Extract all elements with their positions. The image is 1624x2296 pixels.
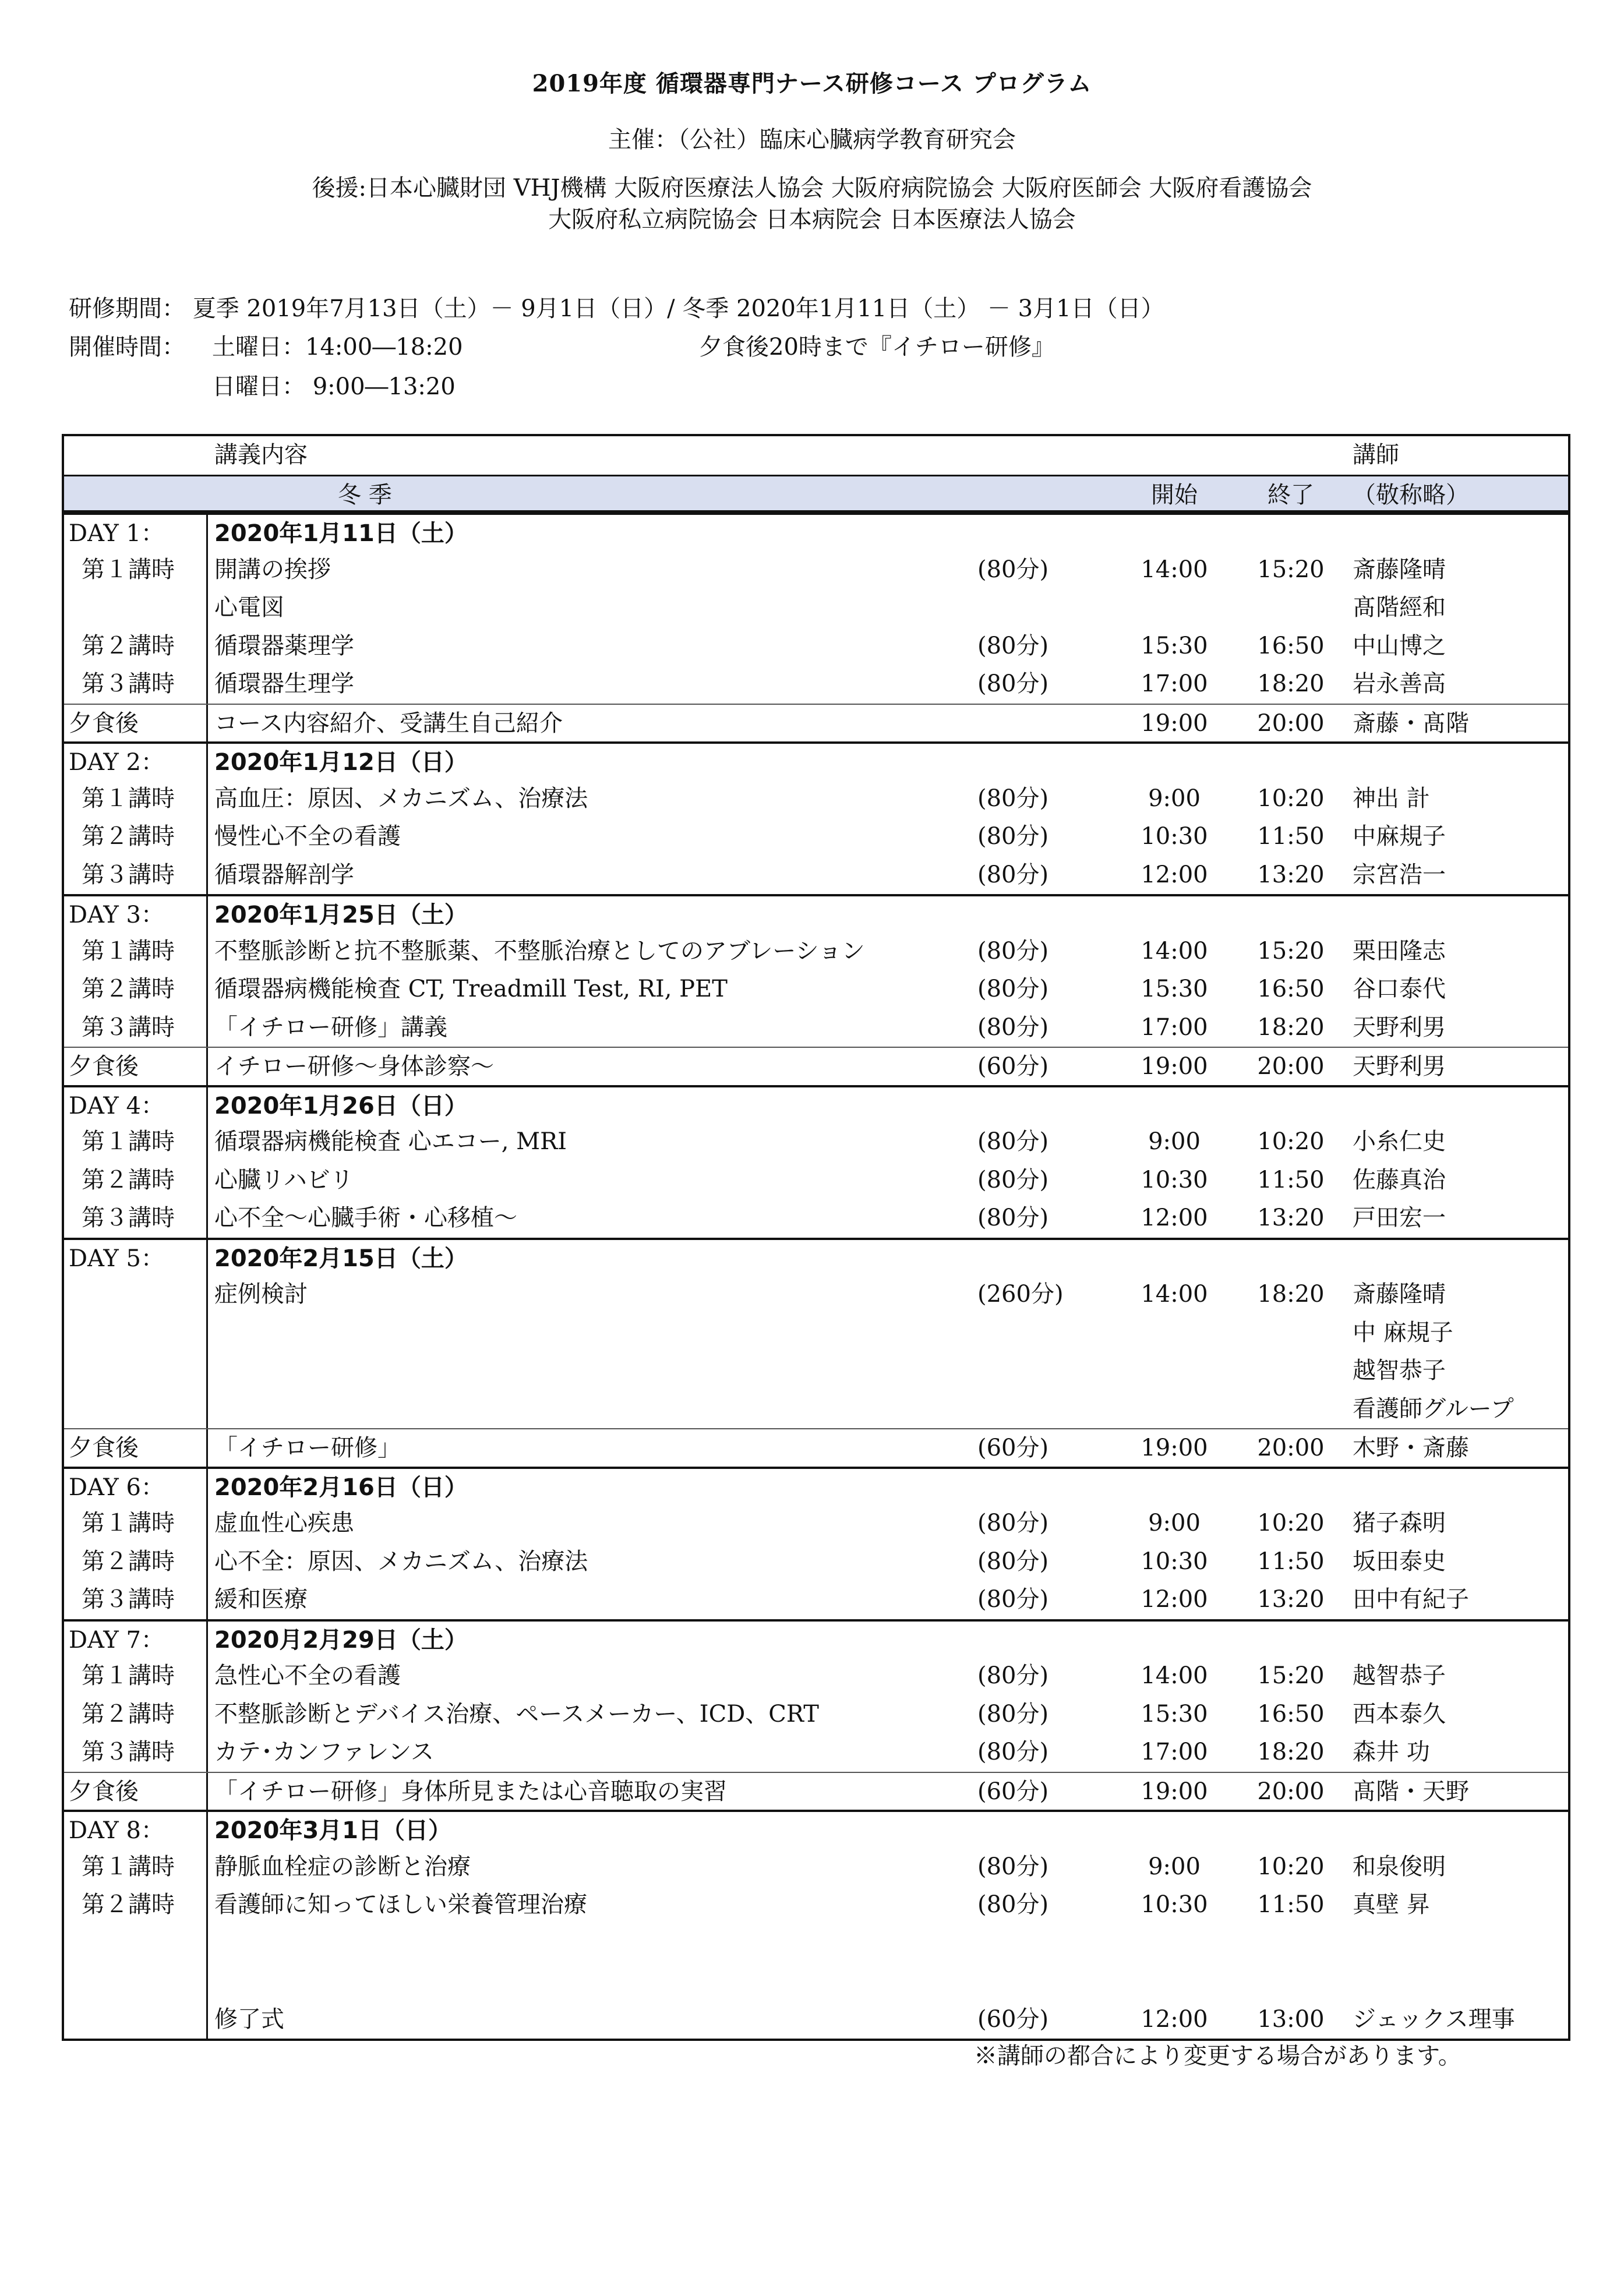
row-instructor: 髙階經和: [1353, 594, 1446, 621]
row-duration: (80分): [977, 861, 1049, 888]
table-row: [64, 741, 1568, 780]
row-instructor: ジェックス理事: [1353, 2005, 1515, 2033]
table-row: [64, 1390, 1568, 1429]
row-date: 2020年1月26日（日）: [214, 1092, 468, 1119]
row-lecture: イチロー研修～身体診察～: [214, 1053, 494, 1080]
row-date: 2020年2月16日（日）: [214, 1474, 468, 1501]
row-duration: (80分): [977, 1700, 1049, 1728]
header-honorific: （敬称略）: [1353, 481, 1469, 508]
table-row: [64, 1352, 1568, 1390]
row-duration: (80分): [977, 556, 1049, 583]
row-start-time: 9:00: [1148, 1853, 1201, 1880]
row-day: DAY 6：: [69, 1474, 164, 1501]
table-row: [64, 1123, 1568, 1161]
row-duration: (80分): [977, 1739, 1049, 1765]
table-header-row: [64, 436, 1568, 475]
table-row: [64, 1657, 1568, 1695]
row-date: 2020年1月12日（日）: [214, 749, 468, 776]
row-instructor: 栗田隆志: [1353, 937, 1446, 965]
row-day: 第１講時: [82, 1510, 175, 1536]
hours-label: 開催時間：: [69, 334, 185, 361]
row-duration: (60分): [977, 1778, 1049, 1805]
row-instructor: 髙階・天野: [1353, 1778, 1469, 1805]
row-day: 第２講時: [82, 1700, 175, 1728]
row-duration: (60分): [977, 1435, 1049, 1461]
row-instructor: 天野利男: [1353, 1053, 1446, 1080]
row-start-time: 10:30: [1141, 823, 1208, 850]
row-lecture: 循環器解剖学: [214, 861, 354, 888]
row-instructor: 斎藤隆晴: [1353, 556, 1446, 583]
table-row: [64, 1314, 1568, 1352]
row-date: 2020年3月1日（日）: [214, 1817, 451, 1844]
row-lecture: 高血圧：原因、メカニズム、治療法: [214, 785, 588, 812]
row-instructor: 中 麻規子: [1353, 1319, 1453, 1346]
row-day: 第３講時: [82, 1013, 175, 1041]
row-day: 第２講時: [82, 632, 175, 659]
row-day: 夕食後: [69, 1053, 139, 1080]
row-day: DAY 7：: [69, 1626, 164, 1654]
table-subheader-row: [64, 475, 1568, 513]
row-duration: (80分): [977, 1013, 1049, 1041]
table-row: [64, 894, 1568, 932]
row-start-time: 14:00: [1141, 556, 1208, 583]
row-duration: (80分): [977, 1662, 1049, 1689]
row-end-time: 18:20: [1257, 1739, 1325, 1765]
row-start-time: 12:00: [1141, 2005, 1208, 2033]
header-season: 冬 季: [338, 481, 392, 508]
row-day: 第３講時: [82, 670, 175, 697]
row-lecture: 不整脈診断とデバイス治療、ペースメーカー、ICD、CRT: [214, 1700, 819, 1728]
row-start-time: 17:00: [1141, 1739, 1208, 1765]
table-body: [64, 513, 1568, 2039]
schedule-table: [62, 434, 1570, 2041]
sponsors-line-1: 後援:日本心臓財団 VHJ機構 大阪府医療法人協会 大阪府病院協会 大阪府医師会 大阪府看護協会: [312, 175, 1312, 202]
row-lecture: 急性心不全の看護: [214, 1662, 401, 1689]
table-row: [64, 1085, 1568, 1124]
row-day: 第３講時: [82, 861, 175, 888]
dinner-note: 夕食後20時まで『イチロー研修』: [699, 334, 1055, 361]
row-end-time: 18:20: [1257, 1013, 1325, 1041]
row-duration: (260分): [977, 1281, 1064, 1308]
row-lecture: 循環器生理学: [214, 670, 354, 697]
row-instructor: 坂田泰史: [1353, 1548, 1446, 1575]
row-end-time: 20:00: [1257, 709, 1325, 737]
table-row: [64, 1199, 1568, 1238]
row-end-time: 15:20: [1257, 1662, 1325, 1689]
row-day: DAY 3：: [69, 902, 164, 928]
table-row: [64, 1581, 1568, 1619]
table-row: [64, 1695, 1568, 1734]
row-day: 第１講時: [82, 937, 175, 965]
row-lecture: 心電図: [214, 594, 284, 621]
row-start-time: 9:00: [1148, 785, 1201, 812]
table-row: [64, 932, 1568, 971]
row-duration: (60分): [977, 1053, 1049, 1080]
row-start-time: 10:30: [1141, 1891, 1208, 1918]
row-end-time: 16:50: [1257, 632, 1325, 659]
row-duration: (80分): [977, 632, 1049, 659]
row-day: 第１講時: [82, 1128, 175, 1155]
row-end-time: 10:20: [1257, 1510, 1325, 1536]
row-start-time: 14:00: [1141, 937, 1208, 965]
row-day: 第２講時: [82, 1166, 175, 1193]
table-row: [64, 1772, 1568, 1810]
row-date: 2020月2月29日（土）: [214, 1626, 468, 1654]
row-duration: (80分): [977, 823, 1049, 850]
row-instructor: 看護師グループ: [1353, 1395, 1514, 1422]
row-end-time: 16:50: [1257, 1700, 1325, 1728]
table-row: [64, 1238, 1568, 1276]
row-date: 2020年2月15日（土）: [214, 1245, 468, 1272]
row-lecture: 心臓リハビリ: [214, 1166, 354, 1193]
row-start-time: 12:00: [1141, 861, 1208, 888]
row-end-time: 11:50: [1257, 1891, 1325, 1918]
row-instructor: 斎藤・髙階: [1353, 709, 1469, 737]
row-start-time: 15:30: [1141, 976, 1208, 1002]
table-row: [64, 970, 1568, 1009]
row-date: 2020年1月25日（土）: [214, 902, 468, 928]
row-lecture: カテ･カンファレンス: [214, 1739, 434, 1765]
row-start-time: 10:30: [1141, 1166, 1208, 1193]
table-row: [64, 1467, 1568, 1505]
row-instructor: 神出 計: [1353, 785, 1430, 812]
row-instructor: 西本泰久: [1353, 1700, 1446, 1728]
row-day: 第１講時: [82, 1853, 175, 1880]
row-lecture: 不整脈診断と抗不整脈薬、不整脈治療としてのアブレーション: [214, 937, 865, 965]
table-row: [64, 2001, 1568, 2039]
table-row: [64, 1009, 1568, 1047]
row-end-time: 11:50: [1257, 1548, 1325, 1575]
row-day: 第１講時: [82, 1662, 175, 1689]
organizer-line: 主催：（公社）臨床心臓病学教育研究会: [608, 126, 1016, 153]
row-end-time: 10:20: [1257, 1853, 1325, 1880]
header-start: 開始: [1151, 481, 1198, 508]
row-start-time: 15:30: [1141, 1700, 1208, 1728]
header-content: 講義内容: [214, 441, 308, 468]
row-lecture: 「イチロー研修」身体所見または心音聴取の実習: [214, 1778, 727, 1805]
table-row: [64, 589, 1568, 627]
row-lecture: 修了式: [214, 2005, 284, 2033]
row-duration: (80分): [977, 1891, 1049, 1918]
table-row: [64, 1848, 1568, 1887]
table-row: [64, 704, 1568, 742]
row-end-time: 13:20: [1257, 861, 1325, 888]
row-lecture: 循環器薬理学: [214, 632, 354, 659]
table-row: [64, 1543, 1568, 1581]
row-end-time: 16:50: [1257, 976, 1325, 1002]
row-duration: (80分): [977, 1166, 1049, 1193]
row-end-time: 10:20: [1257, 1128, 1325, 1155]
table-row: [64, 818, 1568, 856]
row-day: DAY 8：: [69, 1817, 164, 1844]
row-duration: (80分): [977, 976, 1049, 1002]
table-row: [64, 513, 1568, 551]
row-lecture: 開講の挨拶: [214, 556, 331, 583]
row-start-time: 15:30: [1141, 632, 1208, 659]
table-row: [64, 1962, 1568, 2001]
row-start-time: 12:00: [1141, 1204, 1208, 1231]
row-lecture: 緩和医療: [214, 1586, 308, 1613]
row-end-time: 20:00: [1257, 1778, 1325, 1805]
row-instructor: 田中有紀子: [1353, 1586, 1469, 1613]
row-start-time: 19:00: [1141, 1435, 1208, 1461]
row-duration: (80分): [977, 1586, 1049, 1613]
table-row: [64, 1733, 1568, 1772]
row-start-time: 19:00: [1141, 709, 1208, 737]
row-end-time: 18:20: [1257, 1281, 1325, 1308]
row-instructor: 森井 功: [1353, 1739, 1430, 1765]
row-lecture: 「イチロー研修」講義: [214, 1013, 447, 1041]
row-instructor: 小糸仁史: [1353, 1128, 1446, 1155]
row-lecture: 虚血性心疾患: [214, 1510, 354, 1536]
row-start-time: 9:00: [1148, 1128, 1201, 1155]
row-start-time: 19:00: [1141, 1053, 1208, 1080]
row-lecture: 循環器病機能検査 CT, Treadmill Test, RI, PET: [214, 976, 728, 1002]
row-date: 2020年1月11日（土）: [214, 520, 468, 547]
table-row: [64, 1619, 1568, 1658]
row-duration: (80分): [977, 937, 1049, 965]
row-start-time: 10:30: [1141, 1548, 1208, 1575]
row-lecture: 症例検討: [214, 1281, 308, 1308]
row-end-time: 18:20: [1257, 670, 1325, 697]
row-end-time: 11:50: [1257, 823, 1325, 850]
row-instructor: 越智恭子: [1353, 1662, 1446, 1689]
row-duration: (80分): [977, 1853, 1049, 1880]
row-lecture: 静脈血栓症の診断と治療: [214, 1853, 471, 1880]
row-lecture: 心不全：原因、メカニズム、治療法: [214, 1548, 588, 1575]
row-day: 第３講時: [82, 1739, 175, 1765]
row-end-time: 13:00: [1257, 2005, 1325, 2033]
row-lecture: 循環器病機能検査 心エコー, MRI: [214, 1128, 567, 1155]
row-instructor: 中山博之: [1353, 632, 1446, 659]
row-lecture: 慢性心不全の看護: [214, 823, 401, 850]
row-lecture: コース内容紹介、受講生自己紹介: [214, 709, 563, 737]
sponsors-block: [0, 172, 1624, 235]
table-row: [64, 1810, 1568, 1848]
row-duration: (80分): [977, 670, 1049, 697]
row-end-time: 13:20: [1257, 1204, 1325, 1231]
row-start-time: 14:00: [1141, 1281, 1208, 1308]
row-day: 第２講時: [82, 1548, 175, 1575]
row-day: 第２講時: [82, 1891, 175, 1918]
row-end-time: 15:20: [1257, 556, 1325, 583]
row-end-time: 13:20: [1257, 1586, 1325, 1613]
row-start-time: 9:00: [1148, 1510, 1201, 1536]
row-start-time: 17:00: [1141, 670, 1208, 697]
table-row: [64, 1161, 1568, 1200]
row-duration: (80分): [977, 1204, 1049, 1231]
row-day: DAY 4：: [69, 1092, 164, 1119]
row-start-time: 14:00: [1141, 1662, 1208, 1689]
row-instructor: 岩永善高: [1353, 670, 1446, 697]
row-lecture: 心不全～心臓手術・心移植～: [214, 1204, 517, 1231]
row-start-time: 19:00: [1141, 1778, 1208, 1805]
table-row: [64, 1428, 1568, 1467]
row-duration: (80分): [977, 1510, 1049, 1536]
row-day: 第２講時: [82, 823, 175, 850]
row-day: DAY 1：: [69, 520, 164, 547]
header-end: 終了: [1268, 481, 1314, 508]
row-instructor: 中麻規子: [1353, 823, 1446, 850]
table-row: [64, 551, 1568, 589]
row-day: 夕食後: [69, 709, 139, 737]
table-row: [64, 1047, 1568, 1085]
row-instructor: 佐藤真治: [1353, 1166, 1446, 1193]
table-row: [64, 1276, 1568, 1314]
row-end-time: 20:00: [1257, 1053, 1325, 1080]
row-instructor: 猪子森明: [1353, 1510, 1446, 1536]
row-lecture: 看護師に知ってほしい栄養管理治療: [214, 1891, 587, 1918]
row-end-time: 15:20: [1257, 937, 1325, 965]
row-day: 第３講時: [82, 1204, 175, 1231]
row-day: 第３講時: [82, 1586, 175, 1613]
table-row: [64, 665, 1568, 704]
table-row: [64, 1924, 1568, 1963]
row-instructor: 戸田宏一: [1353, 1204, 1446, 1231]
row-duration: (80分): [977, 785, 1049, 812]
hours-sunday: 日曜日： 9:00―13:20: [212, 373, 456, 400]
row-start-time: 12:00: [1141, 1586, 1208, 1613]
row-instructor: 天野利男: [1353, 1013, 1446, 1041]
row-instructor: 斎藤隆晴: [1353, 1281, 1446, 1308]
row-day: 第２講時: [82, 976, 175, 1002]
header-instructor: 講師: [1353, 441, 1399, 468]
table-row: [64, 1504, 1568, 1543]
row-day: DAY 2：: [69, 749, 164, 776]
row-end-time: 10:20: [1257, 785, 1325, 812]
row-instructor: 和泉俊明: [1353, 1853, 1446, 1880]
row-instructor: 木野・斎藤: [1353, 1435, 1469, 1461]
row-instructor: 真壁 昇: [1353, 1891, 1430, 1918]
row-lecture: 「イチロー研修」: [214, 1435, 401, 1461]
row-day: 第１講時: [82, 785, 175, 812]
row-instructor: 宗宮浩一: [1353, 861, 1446, 888]
footnote: ※講師の都合により変更する場合があります。: [974, 2043, 1461, 2069]
sponsors-line-2: 大阪府私立病院協会 日本病院会 日本医療法人協会: [548, 206, 1076, 233]
row-day: 夕食後: [69, 1435, 139, 1461]
training-period: 研修期間： 夏季 2019年7月13日（土）－ 9月1日（日）/ 冬季 2020年1月11日（土） － 3月1日（日）: [69, 295, 1164, 322]
table-row: [64, 856, 1568, 895]
row-instructor: 越智恭子: [1353, 1357, 1446, 1384]
row-day: 第１講時: [82, 556, 175, 583]
table-row: [64, 1886, 1568, 1924]
row-end-time: 11:50: [1257, 1166, 1325, 1193]
row-duration: (80分): [977, 1128, 1049, 1155]
table-row: [64, 627, 1568, 666]
table-row: [64, 780, 1568, 818]
row-day: DAY 5：: [69, 1245, 164, 1272]
row-instructor: 谷口泰代: [1353, 976, 1446, 1002]
row-day: 夕食後: [69, 1778, 139, 1805]
row-duration: (80分): [977, 1548, 1049, 1575]
row-end-time: 20:00: [1257, 1435, 1325, 1461]
row-duration: (60分): [977, 2005, 1049, 2033]
row-start-time: 17:00: [1141, 1013, 1208, 1041]
hours-saturday: 土曜日：14:00―18:20: [212, 334, 463, 361]
document-title: 2019年度 循環器専門ナース研修コース プログラム: [532, 70, 1092, 97]
